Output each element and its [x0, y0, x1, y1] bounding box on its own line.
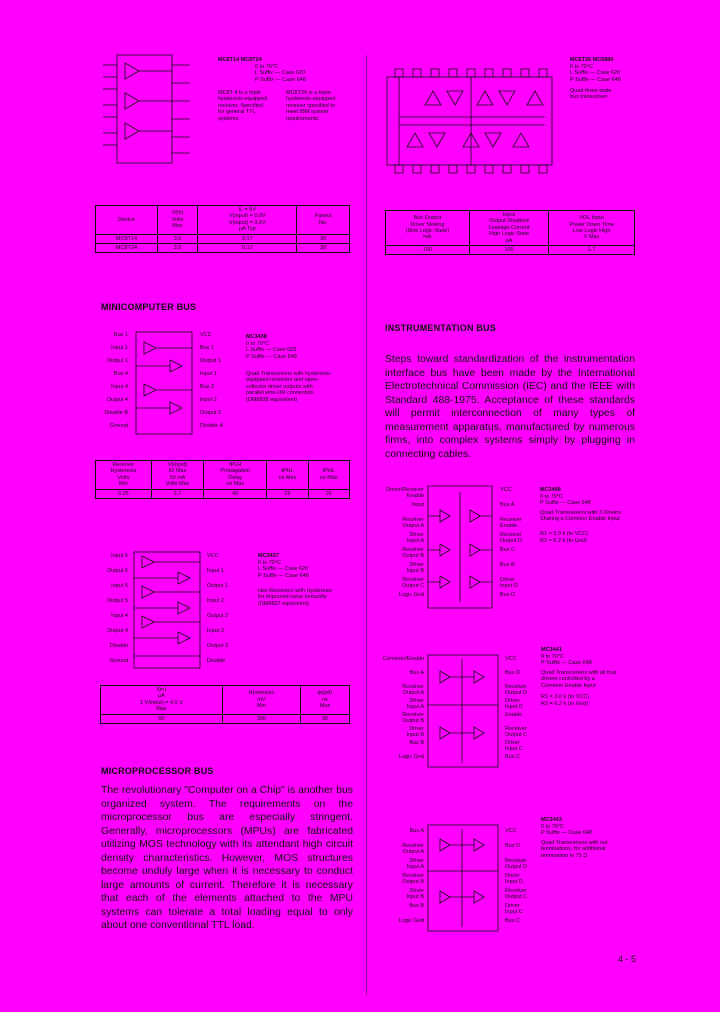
- mc3441-r1: R1 = 3.0 k (to VCC): [541, 694, 590, 700]
- table-header-cell: I(in) μA 1 V(input) = 4.0 V Max: [101, 686, 223, 715]
- mc3448-desc: Quad Transceivers with 3 Drivers Sharing a Common Enable Input: [540, 510, 621, 523]
- pin-label: Disable: [109, 643, 128, 649]
- table-cell: 30: [297, 234, 350, 243]
- mc3438-schematic: [130, 332, 200, 437]
- mc3437-part: MC3437: [258, 553, 279, 559]
- pin-label: Disable B: [104, 410, 128, 416]
- pin-label: Logic Gnd: [398, 592, 424, 598]
- mc3438-specs: 0 to 70°C L Suffix — Case 623 P Suffix — Case 648: [246, 341, 297, 360]
- table-cell: 30: [297, 244, 350, 253]
- pin-label: Receiver Output A: [402, 843, 424, 856]
- table-cell: 300: [222, 714, 300, 723]
- table-cell: 100: [386, 246, 470, 255]
- mc3443-left-pins: [378, 828, 424, 933]
- pin-label: Output 2: [207, 613, 229, 619]
- table-header-cell: Hysteresis mV Min: [222, 686, 300, 715]
- pin-label: Bus A: [409, 670, 424, 676]
- pin-label: Driver Input A: [406, 858, 424, 871]
- table-row: [96, 234, 350, 243]
- mc3448-right-pins: [500, 487, 538, 607]
- table-cell: 25: [267, 489, 308, 498]
- pin-label: Output 5: [106, 598, 128, 604]
- mc8t-specs: 0 to 70°C L Suffix — Case 620 P Suffix — Case 648: [255, 64, 306, 83]
- table-row: [96, 489, 350, 498]
- table-header-row: [386, 211, 635, 246]
- pin-label: Bus B: [409, 740, 424, 746]
- table-cell: 25: [308, 489, 349, 498]
- pin-label: Receiver Output D: [505, 684, 528, 697]
- mc6t26-schematic: [385, 55, 560, 190]
- pin-label: Bus D: [500, 592, 515, 598]
- table-cell: 3.5: [157, 244, 197, 253]
- mc6t26-spec-table: [385, 210, 635, 255]
- mc3437-spec-table: [100, 685, 350, 724]
- mc3448-schematic: [426, 486, 496, 611]
- pin-label: Receiver Output D: [500, 532, 523, 545]
- pin-label: Bus B: [409, 903, 424, 909]
- page-number: 4 - 5: [618, 954, 637, 964]
- pin-label: Bus D: [505, 670, 520, 676]
- pin-label: Driver Input B: [406, 726, 424, 739]
- mc3441-schematic: [426, 655, 501, 770]
- mc8t-spec-table: [95, 205, 350, 253]
- mc3437-specs: 0 to 70°C L Suffix — Case 620 P Suffix — Case 648: [258, 560, 309, 579]
- mc8t24-desc: MC8T24 is a triple hysteresis-equipped receiver specified to meet IBM system requirements.: [286, 90, 336, 122]
- pin-label: Receiver Output B: [402, 547, 424, 560]
- mc3437-desc: Hex Receivers with Hysteresis for improved noise immunity (DM8837 equivalent): [258, 588, 333, 607]
- pin-label: Enable: [505, 712, 523, 718]
- table-header-row: [96, 461, 350, 490]
- pin-label: Driver Input C: [505, 903, 523, 916]
- pin-label: Input 6: [111, 553, 128, 559]
- mc3437-right-pins: [207, 553, 252, 673]
- mc3443-specs: 0 to 70°C P Suffix — Case 648: [541, 824, 592, 837]
- pin-label: Input 4: [111, 613, 128, 619]
- table-row: [101, 714, 350, 723]
- pin-label: Receiver Output A: [402, 684, 424, 697]
- microprocessor-heading: MICROPROCESSOR BUS: [101, 766, 214, 776]
- pin-label: Bus 1: [113, 332, 128, 338]
- pin-label: Driver Input A: [406, 532, 424, 545]
- pin-label: Input 3: [207, 628, 224, 634]
- column-divider: [366, 55, 367, 995]
- pin-label: VCC: [505, 656, 517, 662]
- pin-label: Output 1: [106, 358, 128, 364]
- pin-label: Disable: [207, 658, 226, 664]
- table-header-cell: Fanout No.: [297, 206, 350, 235]
- pin-label: Bus 2: [200, 384, 215, 390]
- pin-label: Driver Input A: [406, 698, 424, 711]
- table-cell: 30: [300, 714, 349, 723]
- mc3443-part: MC3443: [541, 817, 562, 823]
- pin-label: Driver Input B: [406, 562, 424, 575]
- pin-label: Output 3: [207, 643, 229, 649]
- pin-label: Driver Input D: [505, 873, 523, 886]
- table-cell: 0.25: [96, 489, 152, 498]
- table-cell: 3.5: [157, 234, 197, 243]
- pin-label: Driver Input C: [505, 740, 523, 753]
- table-header-cell: tPLH Propagation Delay ns Max: [204, 461, 267, 490]
- pin-label: Bus C: [505, 754, 520, 760]
- mc3443-right-pins: [505, 828, 540, 933]
- pin-label: Receiver Output B: [402, 712, 424, 725]
- pin-label: Ground: [109, 423, 128, 429]
- pin-label: Input 1: [200, 371, 217, 377]
- mc3448-part: MC3448: [540, 487, 561, 493]
- table-header-cell: tp(pd) ns Max: [300, 686, 349, 715]
- pin-label: Bus D: [505, 843, 520, 849]
- pin-label: Bus B: [500, 562, 515, 568]
- table-cell: 0.17: [198, 234, 297, 243]
- mc3441-right-pins: [505, 656, 540, 768]
- mc3441-left-pins: [378, 656, 424, 768]
- table-cell: 100: [469, 246, 548, 255]
- mc3438-spec-table: [95, 460, 350, 499]
- pin-label: Input: [411, 502, 424, 508]
- pin-label: VCC: [505, 828, 517, 834]
- pin-label: Logic Gnd: [398, 754, 424, 760]
- mc3443-desc: Quad Transceivers with out terminations, for additional termination in 75 Ω: [541, 840, 608, 859]
- mc3437-schematic: [130, 552, 205, 672]
- table-header-cell: Device: [96, 206, 158, 235]
- pin-label: Input 2: [207, 598, 224, 604]
- pin-label: Bus 1: [200, 345, 215, 351]
- pin-label: Bus A: [500, 502, 515, 508]
- pin-label: Output 4: [106, 628, 128, 634]
- mc3437-left-pins: [60, 553, 128, 673]
- pin-label: Output 6: [106, 568, 128, 574]
- table-header-cell: VOL Input Power Down Time Low Logic High V Max: [549, 211, 635, 246]
- table-cell: MC8T14: [96, 234, 158, 243]
- pin-label: Common/Enable: [383, 656, 424, 662]
- mc3441-desc: Quad Transceivers with all four drivers controlled by a Common Enable Input: [541, 670, 617, 689]
- table-header-row: [101, 686, 350, 715]
- pin-label: VCC: [500, 487, 512, 493]
- mc3441-specs: 0 to 70°C P Suffix — Case 648: [541, 654, 592, 667]
- mc8t14-schematic: [95, 55, 215, 170]
- table-header-cell: tPHL ns Max: [267, 461, 308, 490]
- mc3438-desc: Quad Transceivers with hysteresis- equipped receivers and open- collector driver outputs with parallel wire-OR connection (DM8838 equivalent): [246, 371, 332, 403]
- table-header-cell: Bus Output Driver Sinking (Sink Logic State) mA: [386, 211, 470, 246]
- mc3441-part: MC3441: [541, 647, 562, 653]
- mc3441-r2: R2 = 6.2 k (to Gnd): [541, 701, 588, 707]
- table-cell: 0.17: [198, 244, 297, 253]
- pin-label: Driver Input B: [406, 888, 424, 901]
- mc3443-schematic: [426, 825, 501, 935]
- instrumentation-body: Steps toward standardization of the instrumentation interface bus have been made by the International Electrotechnical Commission (IEC) and the IEEE with Standard 488-1975. Acceptance of these standards will permit interconnection of many types of measurement apparatus, manufactured by numerous firms, into complex systems simply by plugging in connecting cables.: [385, 354, 635, 460]
- mc6t26-title: MC6T26 MC6880: [570, 57, 614, 63]
- pin-label: Ground: [109, 658, 128, 664]
- pin-label: Output 1: [207, 583, 229, 589]
- pin-label: Receiver Output C: [401, 577, 424, 590]
- minicomputer-heading: MINICOMPUTER BUS: [101, 302, 197, 312]
- pin-label: Receiver Output D: [505, 858, 528, 871]
- mc6t26-specs: 0 to 70°C L Suffix — Case 620 P Suffix — Case 648: [570, 64, 621, 83]
- pin-label: Receiver Enable: [500, 517, 522, 530]
- mc3438-part: MC3438: [246, 334, 267, 340]
- table-header-cell: IL = 5V V(input) = 0.8V V(input) = 3.6V μA Typ: [198, 206, 297, 235]
- mc8t-title: MC8T14 MC8T24: [218, 57, 262, 63]
- table-cell: 1.7: [549, 246, 635, 255]
- pin-label: Output 2: [200, 410, 222, 416]
- pin-label: Input 1: [207, 568, 224, 574]
- pin-label: Driver Input D: [505, 698, 523, 711]
- pin-label: Input 2: [200, 397, 217, 403]
- mc3448-r2: R2 = 6.2 k (to Gnd): [540, 538, 587, 544]
- mc3448-r1: R1 = 3.0 k (to VCC): [540, 531, 589, 537]
- mc3438-left-pins: [60, 332, 128, 436]
- mc6t26-desc: Quad three-state bus transceiver: [570, 88, 612, 101]
- mc8t14-desc: MC8T 4 is a triple hysteresis-equipped receiver. Specified for general TTL systems.: [218, 90, 268, 122]
- table-row: [386, 246, 635, 255]
- microprocessor-body: The revolutionary "Computer on a Chip" is another bus organized system. The requirements on the microprocessor bus are especially stringent. Generally, microprocessors (MPUs) are fabricated utilizing MOS technology with its attendant high circuit density characteristics. However, MOS structures become unduly large when it is necessary to conduct large amounts of current. Therefore it is necessary that each of the elements attached to the MPU systems can tolerate a total loading equal to only about one conventional TTL load.: [101, 785, 353, 931]
- pin-label: Input 1: [111, 345, 128, 351]
- instrumentation-heading: INSTRUMENTATION BUS: [385, 323, 496, 333]
- pin-label: Bus C: [505, 918, 520, 924]
- pin-label: Driver Input D: [500, 577, 518, 590]
- table-cell: 40: [204, 489, 267, 498]
- table-cell: 50: [101, 714, 223, 723]
- mc3448-specs: 0 to 70°C P Suffix — Case 648: [540, 494, 591, 507]
- table-header-cell: Input Output Disabled Leakage Current High Logic State μA: [469, 211, 548, 246]
- table-header-cell: Receiver Hysteresis Volts Min: [96, 461, 152, 490]
- table-cell: MC8T24: [96, 244, 158, 253]
- pin-label: Receiver Output C: [505, 888, 528, 901]
- pin-label: Logic Gnd: [398, 918, 424, 924]
- pin-label: Output 1: [200, 358, 222, 364]
- table-cell: 3.7: [151, 489, 203, 498]
- pin-label: Receiver Output A: [402, 517, 424, 530]
- mc3438-right-pins: [200, 332, 245, 436]
- pin-label: Bus C: [500, 547, 515, 553]
- pin-label: Input 4: [111, 384, 128, 390]
- pin-label: Bus 4: [113, 371, 128, 377]
- pin-label: Driver/Receiver Enable: [386, 487, 424, 500]
- table-header-cell: V(th) Volts Max: [157, 206, 197, 235]
- table-header-cell: V(input) IO Max 50 mA Volts Max: [151, 461, 203, 490]
- mc3448-left-pins: [378, 487, 424, 607]
- pin-label: Bus A: [409, 828, 424, 834]
- pin-label: Input 5: [111, 583, 128, 589]
- pin-label: Receiver Output C: [505, 726, 528, 739]
- pin-label: Disable A: [200, 423, 224, 429]
- pin-label: Output 4: [106, 397, 128, 403]
- pin-label: Receiver Output B: [402, 873, 424, 886]
- pin-label: VCC: [207, 553, 219, 559]
- table-row: [96, 244, 350, 253]
- table-header-row: [96, 206, 350, 235]
- pin-label: VCC: [200, 332, 212, 338]
- table-header-cell: tPHL ns Max: [308, 461, 349, 490]
